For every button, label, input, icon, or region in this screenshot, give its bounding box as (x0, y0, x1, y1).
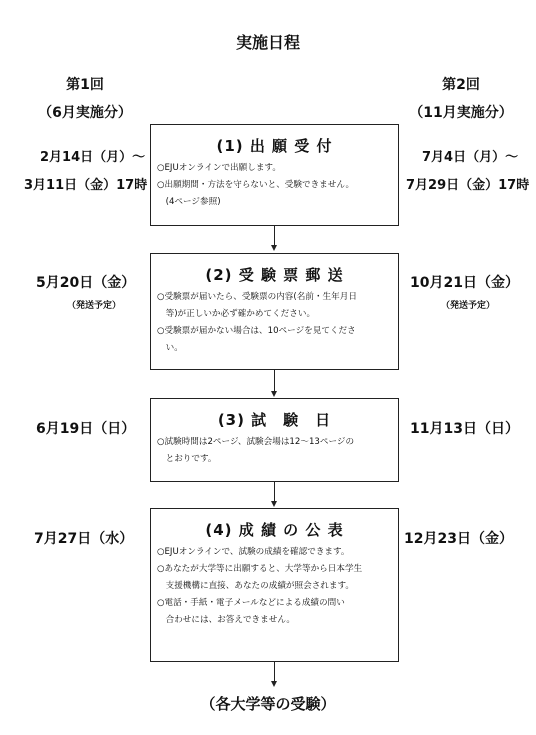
first-apply-end: 3月11日（金）17時 (24, 178, 148, 193)
flow-arrow-line (274, 370, 275, 392)
first-result-date: 7月27日（水） (34, 531, 134, 547)
step-exam-title: (3) 試 験 日 (217, 411, 332, 429)
page-title: 実施日程 (235, 33, 300, 52)
flow-arrow-line (274, 662, 275, 682)
second-ticket-note: （発送予定） (440, 301, 495, 311)
second-ticket-date: 10月21日（金） (410, 275, 519, 291)
step-ticket-title: (2) 受 験 票 郵 送 (205, 266, 344, 284)
step-exam-line: とおりです。 (157, 454, 217, 464)
step-result-line: ○電話・手紙・電子メールなどによる成績の問い (157, 598, 345, 608)
second-round-subheading: （11月実施分） (409, 105, 513, 121)
step-apply-box (150, 124, 399, 226)
step-ticket-box (150, 253, 399, 370)
second-exam-date: 11月13日（日） (410, 421, 519, 437)
second-result-date: 12月23日（金） (404, 531, 513, 547)
step-ticket-line: 等)が正しいか必ず確かめてください。 (157, 309, 316, 319)
step-result-line: ○あなたが大学等に出願すると、大学等から日本学生 (157, 564, 363, 574)
step-result-box (150, 508, 399, 662)
university-exam-label: （各大学等の受験） (200, 695, 336, 713)
second-apply-end: 7月29日（金）17時 (406, 178, 530, 193)
flow-arrow-head (271, 681, 277, 687)
flow-arrow-head (271, 501, 277, 507)
first-ticket-note: （発送予定） (66, 301, 121, 311)
first-ticket-date: 5月20日（金） (36, 275, 136, 291)
flow-arrow-head (271, 391, 277, 397)
step-apply-line: (4ページ参照) (157, 197, 221, 207)
step-ticket-line: ○受験票が届いたら、受験票の内容(名前・生年月日 (157, 292, 357, 302)
flow-arrow-line (274, 226, 275, 246)
step-ticket-line: い。 (157, 343, 183, 353)
first-apply-start: 2月14日（月）～ (40, 150, 146, 165)
step-exam-box (150, 398, 399, 482)
second-apply-start: 7月4日（月）～ (422, 150, 519, 165)
step-result-title: (4) 成 績 の 公 表 (205, 521, 344, 539)
second-round-heading: 第2回 (442, 77, 480, 93)
first-exam-date: 6月19日（日） (36, 421, 136, 437)
step-apply-line: ○EJUオンラインで出願します。 (157, 163, 281, 173)
flow-arrow-head (271, 245, 277, 251)
first-round-heading: 第1回 (66, 77, 104, 93)
step-apply-title: (1) 出 願 受 付 (216, 137, 333, 155)
step-result-line: 合わせには、お答えできません。 (157, 615, 296, 625)
step-ticket-line: ○受験票が届かない場合は、10ページを見てくださ (157, 326, 356, 336)
step-result-line: ○EJUオンラインで、試験の成績を確認できます。 (157, 547, 350, 557)
first-round-subheading: （6月実施分） (38, 105, 132, 121)
step-result-line: 支援機構に直接、あなたの成績が照会されます。 (157, 581, 354, 591)
flow-arrow-line (274, 482, 275, 502)
step-apply-line: ○出願期間・方法を守らないと、受験できません。 (157, 180, 355, 190)
step-exam-line: ○試験時間は2ページ、試験会場は12～13ページの (157, 437, 355, 447)
